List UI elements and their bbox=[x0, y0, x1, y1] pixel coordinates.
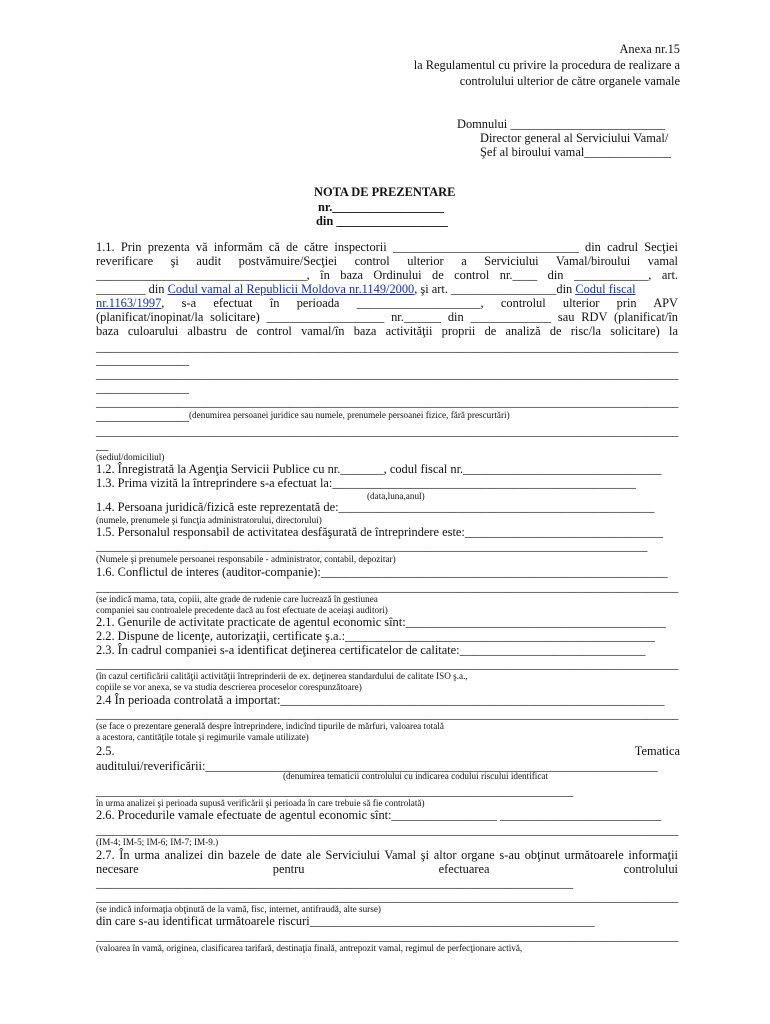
blank-line[interactable]: ______________________________________________________________________________________________ bbox=[96, 929, 679, 943]
p25-audit-topic: auditului/reverificării:_________________________________________________________________________ bbox=[96, 759, 658, 773]
p1-line2: reverificare şi audit postvămuire/Secţiei control ulterior a Serviciului Vamal/biroului vamal bbox=[96, 254, 678, 268]
annex-regulation-cont: controlului ulterior de către organele vamale bbox=[459, 74, 680, 88]
blank-line[interactable]: _____________________________________________________________________________ bbox=[96, 876, 574, 890]
p15-responsible: 1.5. Personalul responsabil de activitatea desfăşurată de întreprindere este:________________________________ bbox=[96, 525, 664, 539]
note-cert-2: copiile se vor anexa, se va studia descrierea proceselor corespunzătoare) bbox=[96, 682, 362, 692]
blank-line[interactable]: ______________________________________________________________________________________________ bbox=[96, 707, 679, 721]
note-info: (se indică informaţia obţinută de la vamă, fisc, internet, antifraudă, alte surse) bbox=[96, 904, 381, 914]
p1-line4: ________ din Codul vamal al Republicii Moldova nr.1149/2000, şi art. _________________din Codul fiscal bbox=[96, 282, 636, 296]
blank-line[interactable]: ______________________________________________________________________________________________ bbox=[96, 823, 679, 837]
note-entity-name: (denumirea persoanei juridice sau numele, prenumele persoanei fizice, fără prescurtări) bbox=[189, 410, 510, 420]
p16-conflict: 1.6. Conflictul de interes (auditor-companie):________________________________________________________ bbox=[96, 565, 668, 579]
note-import-1: (se face o prezentare generală despre întreprindere, indicînd tipurile de mărfuri, valoarea totală bbox=[96, 721, 444, 731]
p12-registration: 1.2. Înregistrată la Agenţia Servicii Publice cu nr._______, codul fiscal nr.________________________________ bbox=[96, 462, 662, 476]
codul-fiscal-number-link[interactable]: nr.1163/1997 bbox=[96, 296, 162, 310]
p1-line3: __________________________________, în baza Ordinului de control nr.____ din ____________, art. bbox=[96, 268, 678, 282]
blank-line[interactable]: ______________________________________________________________________________________________ bbox=[96, 340, 679, 354]
addressee-line: Domnului _________________________ bbox=[457, 117, 666, 131]
note-seat: (sediul/domiciliul) bbox=[96, 452, 165, 462]
blank-line[interactable]: ______________________________________________________________________________________________ bbox=[96, 424, 679, 438]
p28-risks: din care s-au identificat următoarele riscuri______________________________________________ bbox=[96, 914, 595, 928]
note-cert-1: (în cazul certificării calităţii activităţii întreprinderii de ex. deţinerea standardului de calitate ISO ş.a., bbox=[96, 671, 468, 681]
p1-line7: baza culoarului albastru de control vamal/în baza activităţii proprii de analiză de risc/la solicitare) la bbox=[96, 324, 678, 338]
p1-line1: 1.1. Prin prezenta vă informăm că de către inspectorii ______________________________ din cadrul Secţiei bbox=[96, 240, 678, 254]
blank-line[interactable]: ______________________________________________________________________________________________ bbox=[96, 890, 679, 904]
p14-representative: 1.4. Persoana juridică/fizică este reprezentată de:___________________________________________________ bbox=[96, 500, 655, 514]
codul-fiscal-link[interactable]: Codul fiscal bbox=[575, 282, 636, 296]
note-admin: (numele, prenumele şi funcţia administratorului, directorului) bbox=[96, 515, 322, 525]
blank-line[interactable]: ______________________________________________________________________________________________ bbox=[96, 580, 679, 594]
note-topic: (denumirea tematicii controlului cu indicarea codului riscului identificat bbox=[283, 771, 549, 781]
addressee-director: Director general al Serviciului Vamal/ bbox=[480, 131, 669, 145]
blank-line[interactable]: _____________________________________________________________________________ bbox=[96, 784, 574, 798]
p13-first-visit: 1.3. Prima vizită la întreprindere s-a efectuat la:_________________________________________________ bbox=[96, 476, 636, 490]
p1-line5: nr.1163/1997, s-a efectuat în perioada ____________________, controlul ulterior prin APV bbox=[96, 296, 678, 310]
p25-number: 2.5. bbox=[96, 744, 115, 758]
note-period: în urma analizei şi perioada supusă verificării şi perioada în care trebuie să fie controlată) bbox=[96, 798, 425, 808]
p23-certificates: 2.3. În cadrul companiei s-a identificat deţinerea certificatelor de calitate:______________________________ bbox=[96, 643, 646, 657]
blank-line[interactable]: _______________ bbox=[96, 381, 189, 395]
p24-imports: 2.4 În perioada controlată a importat:______________________________________________________________ bbox=[96, 693, 665, 707]
note-conflict-1: (se indică mama, tata, copiii, alte grade de rudenie care lucrează în gestiunea bbox=[96, 594, 378, 604]
p27-line2: necesare pentru efectuarea controlului bbox=[96, 862, 678, 876]
p1-line6: (planificat/inopinat/la solicitare) ___________________ nr.______ din _____________ sau RDV (planificat/în bbox=[96, 310, 678, 324]
blank-line[interactable]: _________________________________________________________________________________________ bbox=[96, 539, 648, 553]
title-date: din __________________ bbox=[316, 214, 448, 228]
blank-line[interactable]: __ bbox=[96, 438, 109, 452]
p27-line1: 2.7. În urma analizei din bazele de date ale Serviciului Vamal şi altor organe s-au obţinut următoarele informaţii bbox=[96, 848, 678, 862]
note-responsible: (Numele şi prenumele persoanei responsabile - administrator, contabil, depozitar) bbox=[96, 554, 396, 564]
p22-licenses: 2.2. Dispune de licenţe, autorizaţii, certificate ş.a.:__________________________________________________ bbox=[96, 629, 655, 643]
title-number: nr.__________________ bbox=[318, 200, 444, 214]
note-regimes: (IM-4; IM-5; IM-6; IM-7; IM-9.) bbox=[96, 837, 219, 847]
p21-activities: 2.1. Genurile de activitate practicate de agentul economic sînt:__________________________________________ bbox=[96, 615, 666, 629]
blank-line[interactable]: ______________________________________________________________________________________________ bbox=[96, 657, 679, 671]
note-risk: (valoarea în vamă, originea, clasificarea tarifară, destinaţia finală, antrepozit vamal, regimul de perfecţionare activă, bbox=[96, 943, 523, 953]
addressee-chief: Şef al biroului vamal______________ bbox=[480, 145, 671, 159]
note-conflict-2: companiei sau controalele precedente dacă au fost efectuate de aceiaşi auditori) bbox=[96, 605, 388, 615]
document-title: NOTA DE PREZENTARE bbox=[314, 185, 456, 199]
note-import-2: a acestora, cantităţile totale şi regimurile vamale utilizate) bbox=[96, 732, 309, 742]
annex-number: Anexa nr.15 bbox=[619, 42, 680, 56]
blank-line[interactable]: _______________ bbox=[96, 353, 189, 367]
codul-vamal-link[interactable]: Codul vamal al Republicii Moldova nr.1149/2000 bbox=[167, 282, 415, 296]
blank-line[interactable]: ______________________________________________________________________________________________ bbox=[96, 367, 679, 381]
p25-tematica: Tematica bbox=[634, 744, 680, 758]
note-date: (data,luna,anul) bbox=[367, 491, 425, 501]
blank-line[interactable]: _______________ bbox=[96, 409, 189, 423]
blank-line[interactable]: ______________________________________________________________________________________________ bbox=[96, 395, 679, 409]
annex-regulation: la Regulamentul cu privire la procedura de realizare a bbox=[413, 58, 680, 72]
p26-procedures: 2.6. Procedurile vamale efectuate de agentul economic sînt:_________________ __________________________ bbox=[96, 808, 662, 822]
